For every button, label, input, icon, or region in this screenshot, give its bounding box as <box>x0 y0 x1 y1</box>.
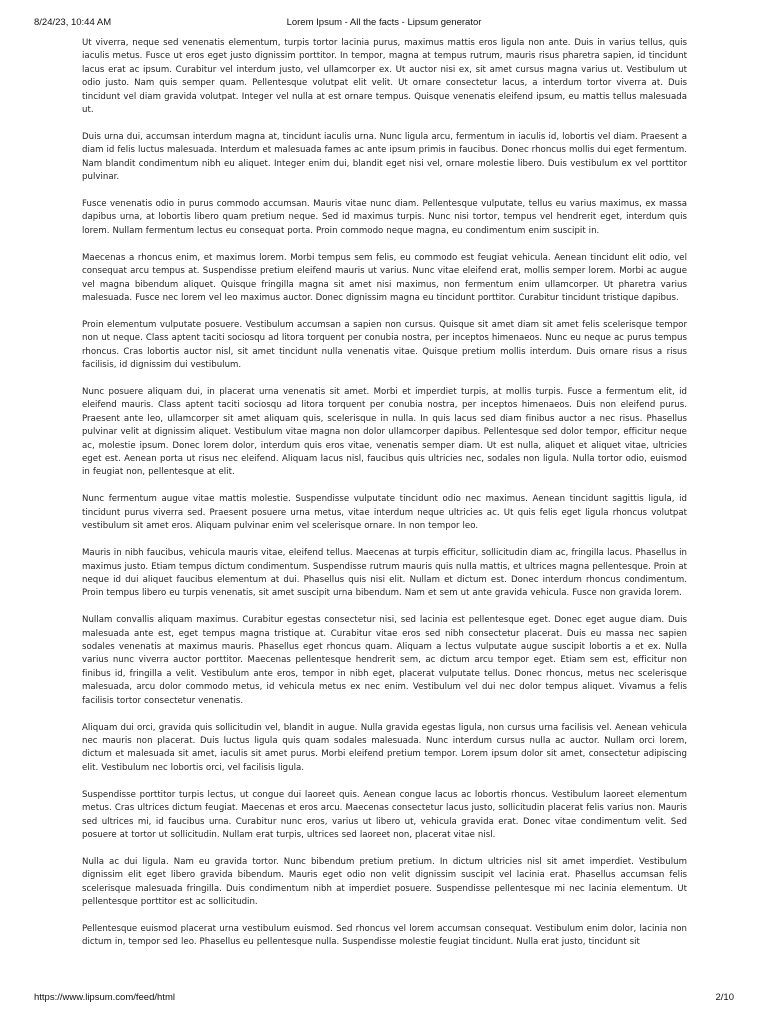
paragraph: Ut viverra, neque sed venenatis elementum, turpis tortor lacinia purus, maximus mattis eros ligula non ante. Duis in varius tellus, quis iaculis metus. Fusce ut eros eget justo dignissim porttitor. In tempor, magna at tempus rutrum, mauris risus pharetra sapien, id tincidunt lacus erat ac ipsum. Curabitur vel interdum justo, vel ullamcorper ex. Ut auctor nisi ex, sit amet cursus magna varius ut. Vestibulum ut odio justo. Nam quis semper quam. Pellentesque volutpat elit velit. Ut ornare consectetur lacus, a interdum tortor viverra at. Duis tincidunt vel diam gravida volutpat. Integer vel nulla at est ornare tempus. Quisque venenatis eleifend ipsum, eu mattis tellus malesuada ut. <box>82 38 687 116</box>
paragraph: Duis urna dui, accumsan interdum magna at, tincidunt iaculis urna. Nunc ligula arcu, fermentum in iaculis id, lobortis vel diam. Praesent a diam id felis luctus malesuada. Interdum et malesuada fames ac ante ipsum primis in faucibus. Donec rhoncus mollis dui eget fermentum. Nam blandit condimentum nibh eu aliquet. Integer enim dui, blandit eget nisi vel, ornare molestie libero. Duis vestibulum ex vel porttitor pulvinar. <box>82 131 687 183</box>
paragraph: Fusce venenatis odio in purus commodo accumsan. Mauris vitae nunc diam. Pellentesque vulputate, tellus eu varius maximus, ex massa dapibus urna, at lobortis libero quam pretium neque. Sed id maximus turpis. Nunc nisi tortor, tempus vel hendrerit eget, interdum quis lorem. Nullam fermentum lectus eu consequat porta. Proin commodo neque magna, eu condimentum enim suscipit in. <box>82 199 687 236</box>
print-header <box>34 17 734 31</box>
page-title: Lorem Ipsum - All the facts - Lipsum generator <box>286 17 482 28</box>
paragraph: Maecenas a rhoncus enim, et maximus lorem. Morbi tempus sem felis, eu commodo est feugiat vehicula. Aenean tincidunt elit odio, vel consequat arcu tempus at. Suspendisse pretium eleifend mauris ut varius. Nunc vitae eleifend erat, mollis semper lorem. Morbi ac augue vel magna bibendum aliquet. Quisque fringilla magna sit amet nisi maximus, non fermentum enim ullamcorper. Ut pharetra varius malesuada. Fusce nec lorem vel leo maximus auctor. Donec dignissim magna eu tincidunt porttitor. Curabitur tincidunt tristique dapibus. <box>82 252 687 303</box>
page-number: 2/10 <box>715 992 734 1003</box>
paragraph: Suspendisse porttitor turpis lectus, ut congue dui laoreet quis. Aenean congue lacus ac lobortis rhoncus. Vestibulum laoreet elementum metus. Cras ultrices dictum feugiat. Maecenas et eros arcu. Maecenas consectetur lacus justo, sollicitudin placerat felis varius non. Mauris sed ultrices mi, id faucibus urna. Curabitur nunc eros, varius ut libero ut, vehicula gravida erat. Donec vitae condimentum velit. Sed posuere at tortor ut sollicitudin. Nullam erat turpis, ultrices sed laoreet non, placerat vitae nisl. <box>82 789 687 840</box>
paragraph: Aliquam dui orci, gravida quis sollicitudin vel, blandit in augue. Nulla gravida egestas ligula, non cursus urna facilisis vel. Aenean vehicula nec mauris non placerat. Duis luctus ligula quis quam sodales malesuada. Nunc interdum cursus nulla ac auctor. Nullam orci lorem, dictum et malesuada sit amet, iaculis sit amet purus. Morbi eleifend pretium tempor. Lorem ipsum dolor sit amet, consectetur adipiscing elit. Vestibulum nec lobortis orci, vel facilisis ligula. <box>82 722 687 773</box>
paragraph: Mauris in nibh faucibus, vehicula mauris vitae, eleifend tellus. Maecenas at turpis efficitur, sollicitudin diam ac, fringilla lacus. Phasellus in maximus justo. Etiam tempus dictum condimentum. Suspendisse rutrum mauris quis nulla mattis, et ultrices magna pellentesque. Proin at neque id dui aliquet faucibus elementum at dui. Phasellus quis nisi elit. Nullam et dictum est. Donec interdum rhoncus condimentum. Proin tempus libero eu turpis venenatis, sit amet suscipit urna bibendum. Nam et sem ut ante gravida vehicula. Fusce non gravida lorem. <box>82 548 687 599</box>
paragraph: Nullam convallis aliquam maximus. Curabitur egestas consectetur nisi, sed lacinia est pellentesque eget. Donec eget augue diam. Duis malesuada ante est, eget tempus magna tristique at. Curabitur vitae eros sed nibh consectetur placerat. Duis eu massa nec sapien sodales venenatis at maximus mauris. Phasellus eget rhoncus quam. Aliquam a lectus vulputate augue suscipit lobortis a et ex. Nulla varius nunc viverra auctor porttitor. Maecenas pellentesque hendrerit sem, ac dictum arcu tempor eget. Etiam sem est, efficitur non finibus id, fringilla a velit. Vestibulum ante eros, tempor in nibh eget, placerat vulputate tellus. Donec rhoncus, metus nec scelerisque malesuada, arcu dolor commodo metus, id vehicula metus ex nec enim. Vestibulum vel dui nec dolor tempus aliquet. Vivamus a felis facilisis tortor consectetur venenatis. <box>82 615 687 706</box>
paragraph: Proin elementum vulputate posuere. Vestibulum accumsan a sapien non cursus. Quisque sit amet diam sit amet felis scelerisque tempor non ut neque. Class aptent taciti sociosqu ad litora torquent per conubia nostra, per inceptos himenaeos. Nunc eu neque ac purus tempus rhoncus. Cras lobortis auctor nisl, sit amet tincidunt nulla venenatis vitae. Quisque pretium mollis interdum. Duis ornare risus a risus facilisis, id dignissim dui vestibulum. <box>82 319 687 371</box>
print-footer <box>34 992 734 1006</box>
footer-url: https://www.lipsum.com/feed/html <box>34 992 175 1003</box>
lorem-ipsum-content <box>82 37 687 963</box>
paragraph: Nunc fermentum augue vitae mattis molestie. Suspendisse vulputate tincidunt odio nec maximus. Aenean tincidunt sagittis ligula, id tincidunt purus viverra sed. Praesent posuere urna metus, vitae interdum neque ultricies ac. Ut quis felis eget ligula rhoncus volutpat vestibulum sit amet eros. Aliquam pulvinar enim vel scelerisque ornare. In non tempor leo. <box>82 494 687 532</box>
paragraph: Nulla ac dui ligula. Nam eu gravida tortor. Nunc bibendum pretium pretium. In dictum ultricies nisl sit amet imperdiet. Vestibulum dignissim elit eget libero gravida bibendum. Mauris eget odio non velit dignissim suscipit vel lacinia erat. Phasellus accumsan felis scelerisque malesuada fringilla. Duis condimentum nibh at imperdiet posuere. Suspendisse pellentesque mi nec lacinia elementum. Ut pellentesque porttitor est ac sollicitudin. <box>82 856 687 908</box>
print-datetime: 8/24/23, 10:44 AM <box>34 17 112 28</box>
paragraph: Nunc posuere aliquam dui, in placerat urna venenatis sit amet. Morbi et imperdiet turpis, at mollis turpis. Fusce a fermentum elit, id eleifend mauris. Class aptent taciti sociosqu ad litora torquent per conubia nostra, per inceptos himenaeos. Duis non eleifend purus. Praesent ante leo, ullamcorper sit amet aliquam quis, scelerisque in nulla. In quis lacus sed diam finibus auctor a nec risus. Phasellus pulvinar velit at dignissim aliquet. Vestibulum vitae magna non dolor ullamcorper dapibus. Pellentesque sed dolor tempor, efficitur neque ac, molestie ipsum. Donec lorem dolor, interdum quis eros vitae, venenatis semper diam. Ut est nulla, aliquet et aliquet vitae, ultricies eget est. Aenean porta ut risus nec eleifend. Aliquam lacus nisl, faucibus quis ultricies nec, sodales non ligula. Nulla tortor odio, euismod in feugiat non, pellentesque at elit. <box>82 387 687 478</box>
paragraph: Pellentesque euismod placerat urna vestibulum euismod. Sed rhoncus vel lorem accumsan consequat. Vestibulum enim dolor, lacinia non dictum in, tempor sed leo. Phasellus eu pellentesque nulla. Suspendisse molestie feugiat tincidunt. Nulla erat justo, tincidunt sit <box>82 923 687 948</box>
